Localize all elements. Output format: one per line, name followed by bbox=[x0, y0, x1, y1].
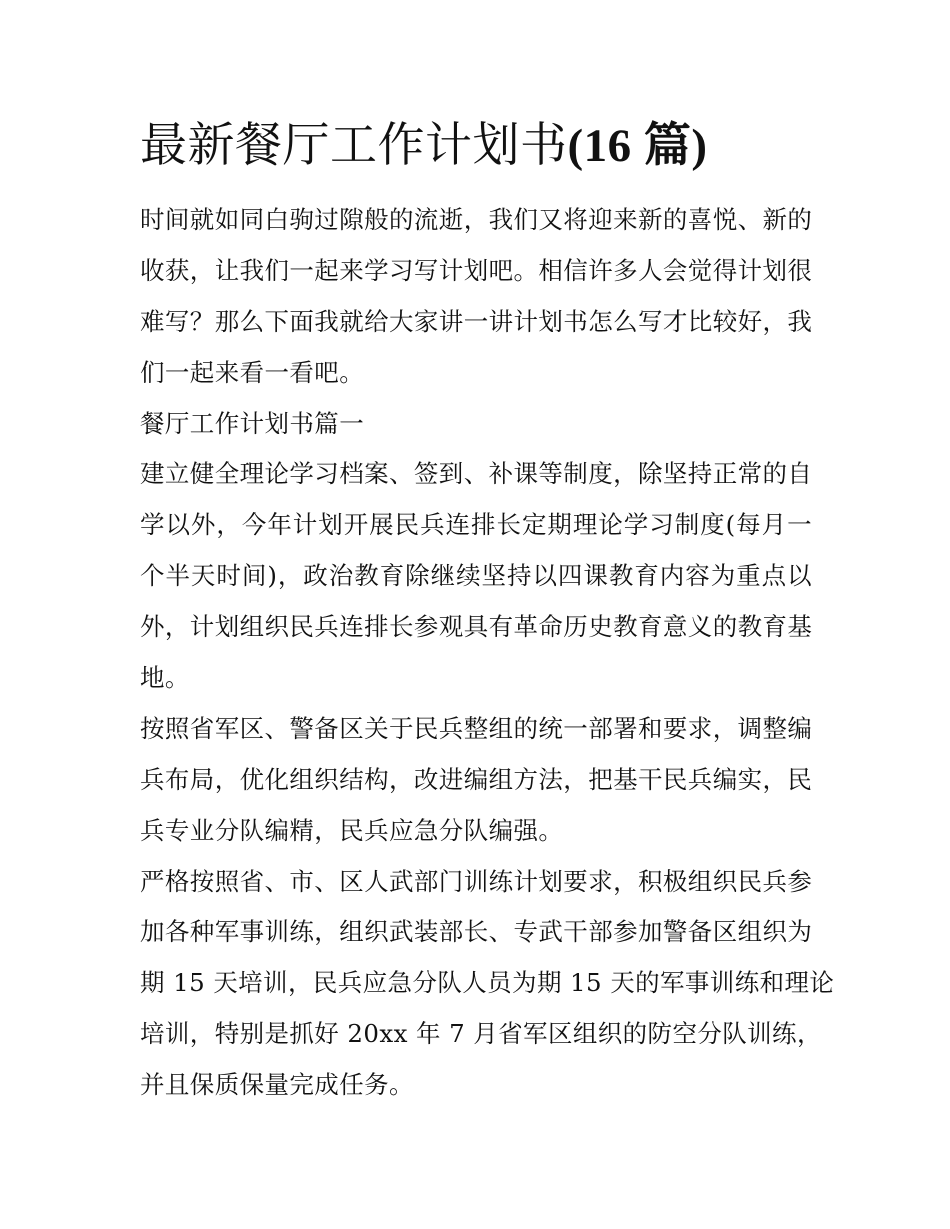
document-body bbox=[140, 195, 835, 1111]
paragraph-line: 按照省军区、警备区关于民兵整组的统一部署和要求，调整编 bbox=[140, 713, 813, 743]
paragraph-line: 个半天时间)，政治教育除继续坚持以四课教育内容为重点以 bbox=[140, 561, 812, 591]
paragraph-line: 收获，让我们一起来学习写计划吧。相信许多人会觉得计划很 bbox=[140, 255, 813, 285]
paragraph-line: 们一起来看一看吧。 bbox=[140, 357, 365, 387]
paragraph-line: 培训，特别是抓好 20xx 年 7 月省军区组织的防空分队训练， bbox=[140, 1019, 822, 1049]
document-title-text: 最新餐厅工作计划书 bbox=[140, 118, 568, 173]
paragraph-line: 兵布局，优化组织结构，改进编组方法，把基干民兵编实，民 bbox=[140, 764, 813, 794]
document-title-count: (16 篇) bbox=[567, 120, 708, 172]
paragraph-line: 并且保质保量完成任务。 bbox=[140, 1070, 414, 1100]
paragraph-line: 时间就如同白驹过隙般的流逝，我们又将迎来新的喜悦、新的 bbox=[140, 205, 813, 234]
paragraph-line: 学以外，今年计划开展民兵连排长定期理论学习制度(每月一 bbox=[140, 510, 812, 540]
paragraph-line: 难写？那么下面我就给大家讲一讲计划书怎么写才比较好，我 bbox=[140, 306, 813, 336]
paragraph-line: 加各种军事训练，组织武装部长、专武干部参加警备区组织为 bbox=[140, 917, 813, 947]
document-title bbox=[140, 116, 708, 176]
paragraph-line: 兵专业分队编精，民兵应急分队编强。 bbox=[140, 815, 564, 845]
section-heading: 餐厅工作计划书篇一 bbox=[140, 408, 365, 438]
paragraph-line: 地。 bbox=[140, 663, 190, 693]
paragraph-line: 外，计划组织民兵连排长参观具有革命历史教育意义的教育基 bbox=[140, 612, 813, 642]
paragraph-line: 严格按照省、市、区人武部门训练计划要求，积极组织民兵参 bbox=[140, 866, 813, 896]
paragraph-line: 期 15 天培训，民兵应急分队人员为期 15 天的军事训练和理论 bbox=[140, 968, 835, 998]
paragraph-line: 建立健全理论学习档案、签到、补课等制度，除坚持正常的自 bbox=[140, 459, 813, 489]
